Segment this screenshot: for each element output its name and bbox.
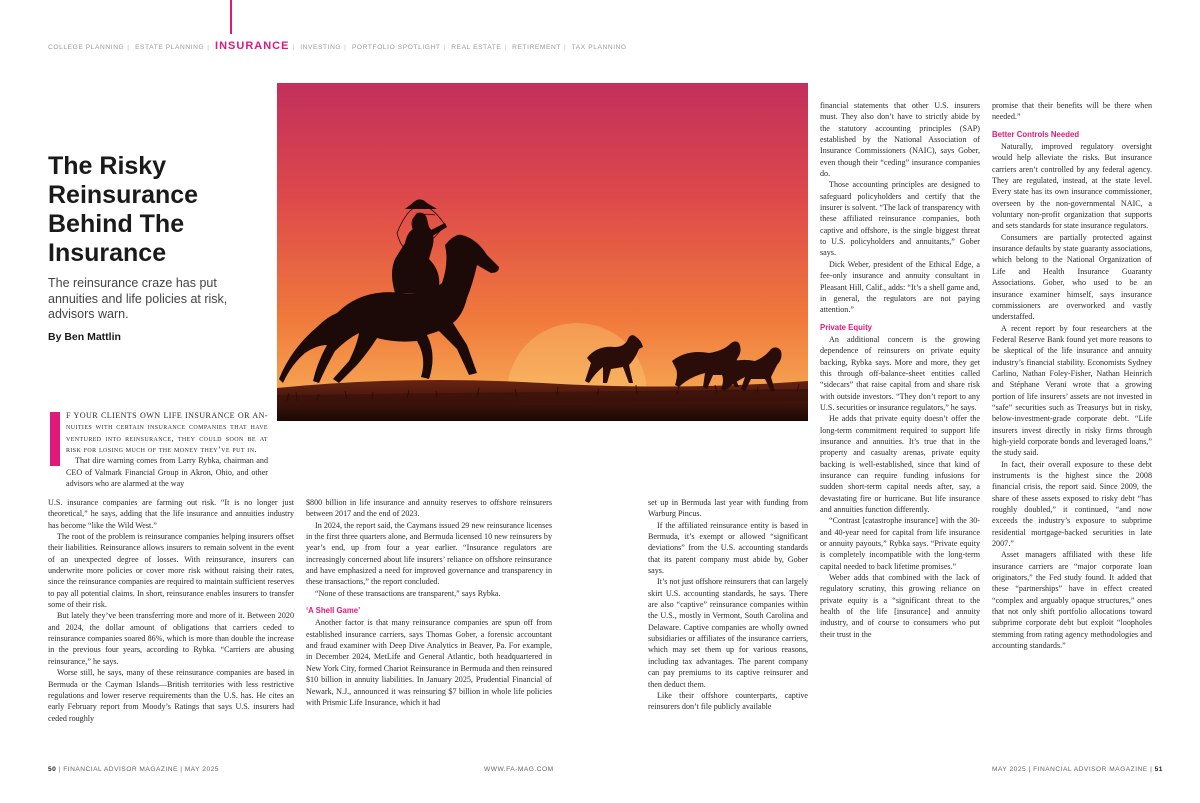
nav-item-active[interactable]: INSURANCE — [215, 40, 290, 52]
intro-text — [66, 410, 268, 489]
byline: By Ben Mattlin — [48, 331, 121, 343]
paragraph: The root of the problem is reinsurance companies helping insurers offset their liabilities. Reinsurance allows insurers to remain solvent in the event of an unexpected degree of losses. With reinsurance, insurers can underwrite more policies or cover more risk without raising their rates, since the reinsurance companies are required to maintain sufficient reserves to pay all potential claims. In short, reinsurance enables insurers to transfer some of their risk. — [48, 532, 294, 610]
nav-item[interactable]: RETIREMENT — [512, 44, 562, 51]
paragraph: An additional concern is the growing dependence of reinsurers on private equity backing, Rybka says. More and more, they get this through off-balance-sheet entities called “sidecars” that raise capital from and share risk with outside investors. “They don’t report to any U.S. securities or insurance regulators,” he says. — [820, 334, 980, 412]
paragraph: $800 billion in life insurance and annuity reserves to offshore reinsurers between 2017 and the end of 2023. — [306, 498, 552, 519]
nav-item[interactable]: REAL ESTATE — [451, 44, 502, 51]
paragraph: Asset managers affiliated with these life insurance carriers are “major corporate loan originators,” the Fed study found. It added that these “partnerships” have in effect created “complex and arguably opaque structures,” ones that not only shift portfolio allocations toward subprime corporate debt but exploit “loopholes stemming from rating agency methodologies and accounting standards.” — [992, 550, 1152, 651]
paragraph: set up in Bermuda last year with funding from Warburg Pincus. — [648, 498, 808, 519]
nav-item[interactable]: INVESTING — [300, 44, 342, 51]
footer-right: MAY 2025 | FINANCIAL ADVISOR MAGAZINE | 51 — [992, 766, 1163, 773]
paragraph: Like their offshore counterparts, captive reinsurers don’t file publicly available — [648, 690, 808, 712]
accent-line — [230, 0, 232, 34]
footer-left: 50 | FINANCIAL ADVISOR MAGAZINE | MAY 2025 — [48, 766, 219, 773]
paragraph: Weber adds that combined with the lack of regulatory scrutiny, this growing reliance on private equity is a “significant threat to the health of the life [insurance] and annuity industry, and of course to consumers who put their trust in the — [820, 573, 980, 639]
paragraph: Naturally, improved regulatory oversight would help alleviate the risks. But insurance carriers aren’t controlled by any federal agency. They are regulated, instead, at the state level. Every state has its own insurance commissioner, overseen by the non-governmental NAIC, a voluntary non-profit organization that supports and sets standards for state insurance regulators. — [992, 142, 1152, 231]
paragraph: But lately they’ve been transferring more and more of it. Between 2020 and 2024, the dollar amount of obligations that carriers ceded to reinsurance companies soared 86%, which is more than double the increase in the previous four years, according to Rybka. “Carriers are abusing reinsurance,” he says. — [48, 611, 294, 666]
body-column-1 — [48, 497, 294, 724]
deck: The reinsurance craze has put annuities and life policies at risk, advisors warn. — [48, 276, 228, 321]
issue-date: MAY 2025 — [992, 766, 1027, 773]
paragraph: In fact, their overall exposure to these debt instruments is the highest since the 2008 financial crisis, the report said. Since 2009, the share of these assets exposed to risky debt “has roughly doubled,” it continued, “and now exceeds the industry’s exposure to subprime residential mortgage-backed securities in late 2007.” — [992, 459, 1152, 549]
headline: The Risky Reinsurance Behind The Insurance — [48, 152, 199, 267]
paragraph: Those accounting principles are designed to safeguard policyholders and certify that the insurer is solvent. “The lack of transparency with these affiliated reinsurance companies, both captive and offshore, is the single biggest threat to U.S. policyholders and annuitants,” Gober says. — [820, 180, 980, 258]
paragraph: In 2024, the report said, the Caymans issued 29 new reinsurance licenses in the first three quarters alone, and Bermuda licensed 10 new reinsurers by year’s end, up from four a year earlier. “Insurance regulators are increasingly concerned about life insurers’ reliance on offshore reinsurance and have emphasized a need for improved governance and transparency in these transactions,” the report concluded. — [306, 520, 552, 587]
intro-lead: F YOUR CLIENTS OWN LIFE INSURANCE OR AN-nuities with certain insurance companies that have ventured into reinsurance, they could soon be at risk for losing much of the money they’ve put in. — [66, 411, 268, 455]
subheading: ‘A Shell Game’ — [306, 606, 361, 616]
nav-item[interactable]: PORTFOLIO SPOTLIGHT — [351, 44, 441, 51]
footer-url[interactable]: WWW.FA-MAG.COM — [484, 766, 554, 773]
paragraph: U.S. insurance companies are farming out risk. “It is no longer just theoretical,” he says, adding that the life insurance and annuities industry has become “like the Wild West.” — [48, 498, 294, 530]
paragraph: Worse still, he says, many of these reinsurance companies are based in Bermuda or the Cayman Islands—British territories with less restrictive regulations and lower reserve requirements than the U.S. has. He cites an early February report from Moody’s Ratings that says U.S. insurers had ceded roughly — [48, 668, 294, 723]
body-column-4 — [820, 100, 980, 640]
subheading: Private Equity — [820, 322, 872, 332]
publication-name: FINANCIAL ADVISOR MAGAZINE — [63, 766, 178, 773]
nav-item[interactable]: ESTATE PLANNING — [135, 44, 205, 51]
paragraph: If the affiliated reinsurance entity is based in Bermuda, it’s exempt or allowed “significant deviations” from the U.S. accounting standards that its parent company must abide by, Gober says. — [648, 520, 808, 576]
page-number: 50 — [48, 766, 57, 773]
body-column-2 — [306, 497, 552, 708]
paragraph: Consumers are partially protected against insurance defaults by state guaranty associations, which belong to the National Organization of Life and Health Insurance Guaranty Associations. Gober, who used to be an insurance examiner himself, says insurance commissioners are overworked and vastly understaffed. — [992, 232, 1152, 322]
paragraph: He adds that private equity doesn’t offer the long-term commitment required to support life insurance and annuities. It’s true that in the property and casualty arenas, private equity backing is well-established, since that kind of insurance can require funding infusions for sudden short-term capital needs after, say, a devastating fire or hurricane. But life insurance and annuities function differently. — [820, 414, 980, 515]
paragraph: A recent report by four researchers at the Federal Reserve Bank found yet more reasons to be skeptical of the life insurance and annuity industry’s financial stability. Economists Sydney Carlino, Nathan Foley-Fisher, Nathan Heinrich and Stéphane Verani wrote that a growing portion of life insurers’ assets are not invested in “safe” securities such as Treasurys but in risky, below-investment-grade corporate debt. “Life insurers invest directly in risky firms through high-yield corporate bonds and leveraged loans,” the study said. — [992, 323, 1152, 458]
paragraph: Dick Weber, president of the Ethical Edge, a fee-only insurance and annuity consultant in Pleasant Hill, Calif., adds: “It’s a shell game and, in general, the regulators are not paying attention.” — [820, 259, 980, 315]
publication-name: FINANCIAL ADVISOR MAGAZINE — [1033, 766, 1148, 773]
paragraph: “None of these transactions are transparent,” says Rybka. — [315, 588, 501, 598]
nav-item[interactable]: COLLEGE PLANNING — [48, 44, 125, 51]
cowboy-horses-sunset-photo — [277, 83, 808, 421]
paragraph: “Contrast [catastrophe insurance] with the 30- and 40-year need for capital from life insurance or annuity payouts,” Rybka says. “Private equity is completely incompatible with the long-term capital needed to back lifetime promises.” — [820, 516, 980, 571]
paragraph: financial statements that other U.S. insurers must. They also don’t have to strictly abide by the statutory accounting principles (SAP) established by the National Association of Insurance Commissioners (NAIC), says Gober, even though their “ceding” insurance companies do. — [820, 101, 980, 179]
subheading: Better Controls Needed — [992, 129, 1080, 139]
nav-item[interactable]: TAX PLANNING — [571, 44, 627, 51]
body-column-3 — [648, 497, 808, 713]
page-number: 51 — [1154, 766, 1163, 773]
dropcap-bar — [50, 412, 60, 466]
body-column-5 — [992, 100, 1152, 652]
issue-date: MAY 2025 — [184, 766, 219, 773]
section-nav: COLLEGE PLANNING | ESTATE PLANNING | INSURANCE | INVESTING | PORTFOLIO SPOTLIGHT | REAL ESTATE | RETIREMENT | TAX PLANNING — [48, 40, 627, 52]
paragraph: It’s not just offshore reinsurers that can largely skirt U.S. accounting standards, he says. There are also “captive” reinsurance companies within the U.S., mostly in Vermont, South Carolina and Delaware. Captive companies are wholly owned subsidiaries or affiliates of the insurance carriers, which may set them up for various reasons, including tax advantages. The parent company can pay premiums to its captive reinsurer and then deduct them. — [648, 577, 808, 689]
paragraph: promise that their benefits will be there when needed.” — [992, 101, 1152, 122]
paragraph: Another factor is that many reinsurance companies are spun off from established insurance carriers, says Thomas Gober, a forensic accountant and fraud examiner with Deep Dive Analytics in Beaver, Pa. For example, in December 2024, MetLife and General Atlantic, both headquartered in New York City, formed Chariot Reinsurance in Bermuda and then reinsured $10 billion in annuity liabilities. In January 2025, Prudential Financial of Newark, N.J., announced it was reinsuring $7 billion in whole life policies with Prismic Life Insurance, which it had — [306, 618, 552, 707]
intro-paragraph: That dire warning comes from Larry Rybka, chairman and CEO of Valmark Financial Group in Akron, Ohio, and other advisors who are alarmed at the way — [66, 456, 268, 489]
